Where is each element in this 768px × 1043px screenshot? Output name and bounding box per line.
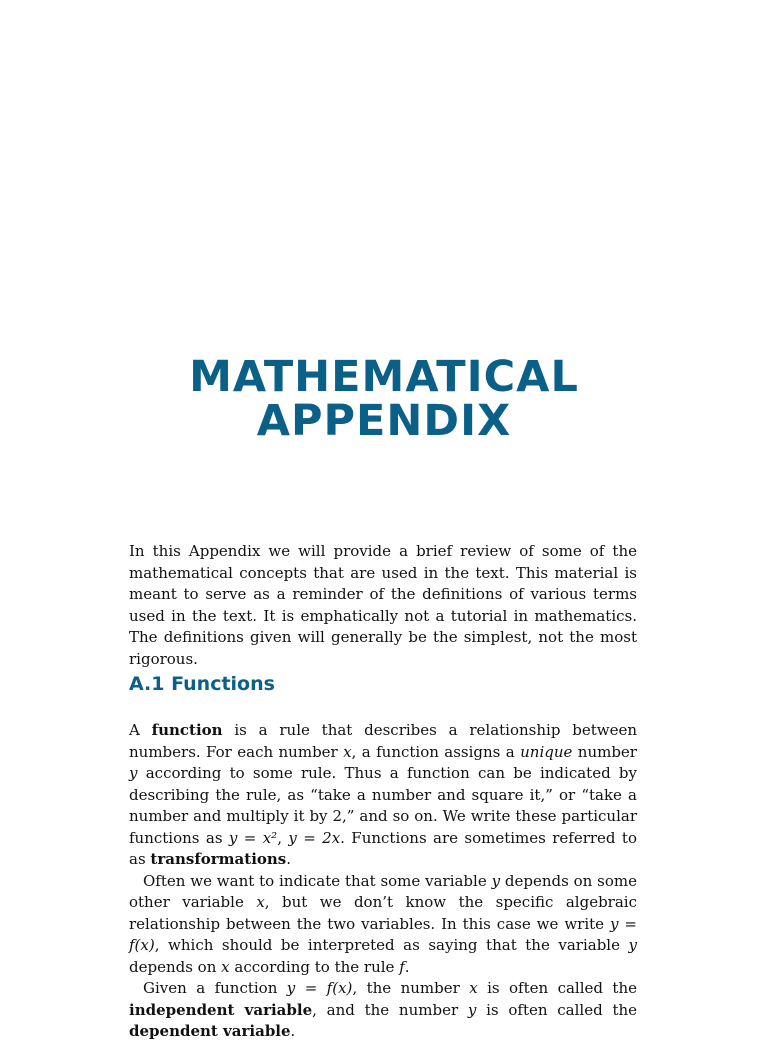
title-line-1: MATHEMATICAL (189, 352, 579, 402)
title-line-2: APPENDIX (256, 396, 512, 446)
page-title (0, 352, 768, 446)
equation-f-of-x: y = f(x) (129, 914, 637, 954)
paragraph-1: A function is a rule that describes a relationship between numbers. For each number x, a function assigns a unique number y according to some rule. Thus a function can be indicated by describing the rule, as “take a number and square it,” or “take a number and multiply it by 2,” and so on. We write these particular functions as y = x², y = 2x. Functions are sometimes referred to as transformations. (129, 721, 637, 868)
equation-square: y = x² (228, 828, 278, 847)
section-heading: A.1 Functions (129, 673, 275, 695)
equation-f-of-x-2: y = f(x) (286, 979, 353, 997)
term-transformations: transformations (150, 850, 287, 868)
intro-text: In this Appendix we will provide a brief review of some of the mathematical concepts that are used in the text. This material is meant to serve as a reminder of the definitions of various terms used in the text. It is emphatically not a tutorial in mathematics. The definitions given will generally be the simplest, not the most rigorous. (129, 542, 637, 668)
equation-double: y = 2x (288, 828, 341, 847)
intro-paragraph (129, 541, 637, 670)
paragraph-3: Given a function y = f(x), the number x is often called the independent variable, and the number y is often called the dependent variable. (129, 979, 638, 1040)
term-independent-variable: independent variable (129, 1000, 313, 1019)
term-dependent-variable: dependent variable (129, 1022, 291, 1040)
emphasis-unique: unique (520, 742, 573, 761)
paragraph-2: Often we want to indicate that some variable y depends on some other variable x, but we don’t know the specific algebraic relationship between the two variables. In this case we write y = f(x), which should be interpreted as saying that the variable y depends on x according to the rule f. (129, 871, 637, 976)
term-function: function (151, 721, 223, 739)
section-body (129, 720, 637, 1043)
